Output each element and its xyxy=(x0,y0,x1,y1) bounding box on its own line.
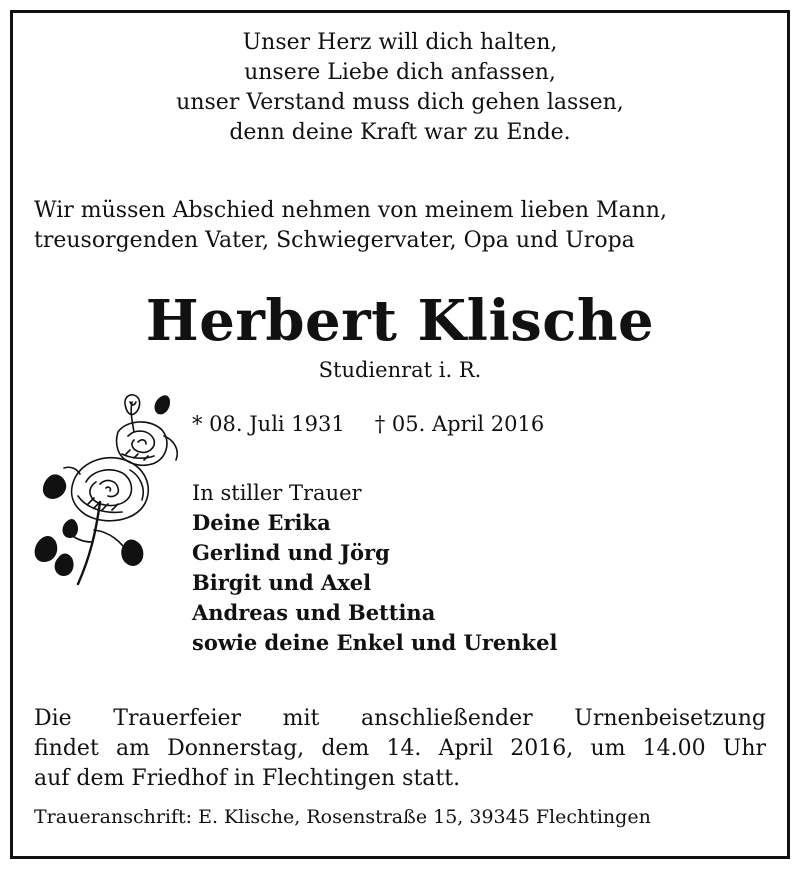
mourner-name: Deine Erika xyxy=(192,510,331,535)
ceremony-line: auf dem Friedhof in Flechtingen statt. xyxy=(34,766,461,791)
intro-text xyxy=(34,196,774,256)
birth-date: * 08. Juli 1931 xyxy=(192,412,345,436)
intro-line: Wir müssen Abschied nehmen von meinem lieben Mann, xyxy=(34,198,667,223)
ceremony-line: findet am Donnerstag, dem 14. April 2016, um 14.00 Uhr xyxy=(34,736,766,761)
mourner-name: Andreas und Bettina xyxy=(192,600,436,625)
intro-line: treusorgenden Vater, Schwiegervater, Opa und Uropa xyxy=(34,228,635,253)
mourner-name: Gerlind und Jörg xyxy=(192,540,390,565)
poem-line: Unser Herz will dich halten, xyxy=(242,30,558,55)
poem-line: denn deine Kraft war zu Ende. xyxy=(229,120,571,145)
poem xyxy=(20,28,780,148)
poem-line: unser Verstand muss dich gehen lassen, xyxy=(176,90,624,115)
mourners-intro: In stiller Trauer xyxy=(192,481,362,505)
rose-icon xyxy=(30,392,190,592)
mourning-address: Traueranschrift: E. Klische, Rosenstraße 15, 39345 Flechtingen xyxy=(34,806,651,828)
mourner-name: Birgit und Axel xyxy=(192,570,372,595)
life-dates xyxy=(192,410,544,438)
mourners xyxy=(192,478,557,658)
deceased-name: Herbert Klische xyxy=(145,288,655,354)
death-date: † 05. April 2016 xyxy=(374,412,545,436)
ceremony-line: Die Trauerfeier mit anschließender Urnenbeisetzung xyxy=(34,706,766,731)
poem-line: unsere Liebe dich anfassen, xyxy=(244,60,556,85)
deceased-title: Studienrat i. R. xyxy=(318,358,482,382)
ceremony-info xyxy=(34,704,766,794)
mourner-name: sowie deine Enkel und Urenkel xyxy=(192,630,558,655)
